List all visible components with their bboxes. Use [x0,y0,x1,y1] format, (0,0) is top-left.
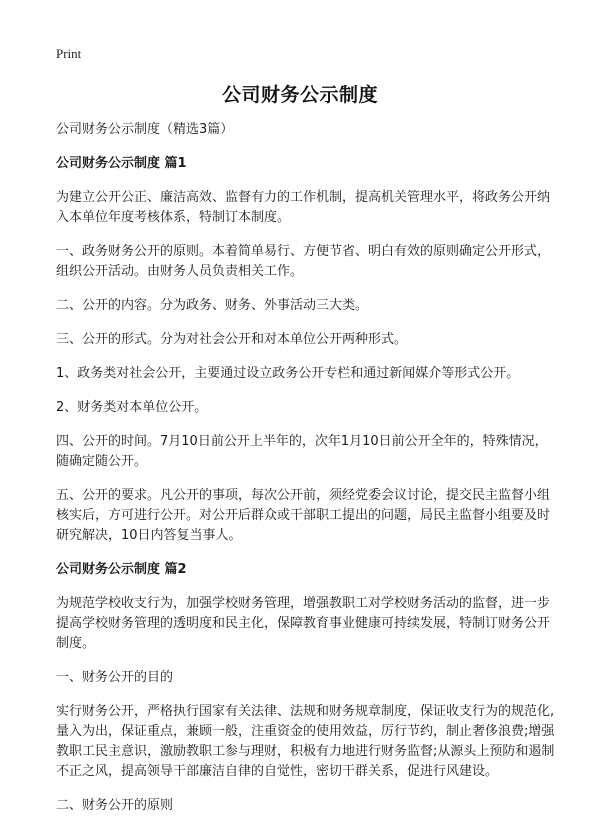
section-heading: 公司财务公示制度 篇1 [56,156,187,171]
paragraph: 2、财务类对本单位公开。 [56,400,208,415]
section-2 [56,560,556,816]
paragraph: 为规范学校收支行为，加强学校财务管理，增强教职工对学校财务活动的监督，进一步提高学校财务管理的透明度和民主化，保障教育事业健康可持续发展，特制订财务公开制度。 [56,596,551,651]
paragraph: 二、财务公开的原则 [56,798,174,813]
paragraph: 为建立公开公正、廉洁高效、监督有力的工作机制，提高机关管理水平，将政务公开纳入本单位年度考核体系，特制订本制度。 [56,190,551,225]
document-title: 公司财务公示制度 [221,84,378,106]
section-1 [56,154,556,546]
print-label: Print [56,46,82,61]
paragraph: 一、财务公开的目的 [56,670,174,685]
paragraph: 二、公开的内容。分为政务、财务、外事活动三大类。 [56,298,369,313]
section-heading: 公司财务公示制度 篇2 [56,562,187,577]
paragraph: 实行财务公开，严格执行国家有关法律、法规和财务规章制度，保证收支行为的规范化,量入为出，保证重点，兼顾一般，注重资金的使用效益，厉行节约，制止奢侈浪费;增强教职工民主意识，激励教职工参与理财，积极有力地进行财务监督;从源头上预防和遏制不正之风，提高领导干部廉洁自律的自觉性，密切干群关系，促进行风建设。 [56,704,555,779]
paragraph: 1、政务类对社会公开，主要通过设立政务公开专栏和通过新闻媒介等形式公开。 [56,366,520,381]
paragraph: 四、公开的时间。7月10日前公开上半年的，次年1月10日前公开全年的，特殊情况，随确定随公开。 [56,434,548,469]
document-body [56,120,556,830]
paragraph: 一、政务财务公开的原则。本着简单易行、方便节省、明白有效的原则确定公开形式，组织公开活动。由财务人员负责相关工作。 [56,244,551,279]
document-subtitle: 公司财务公示制度（精选3篇） [56,122,234,137]
paragraph: 五、公开的要求。凡公开的事项，每次公开前，须经党委会议讨论，提交民主监督小组核实后，方可进行公开。对公开后群众或干部职工提出的问题，局民主监督小组要及时研究解决，10日内答复当事人。 [56,488,551,543]
paragraph: 三、公开的形式。分为对社会公开和对本单位公开两种形式。 [56,332,408,347]
